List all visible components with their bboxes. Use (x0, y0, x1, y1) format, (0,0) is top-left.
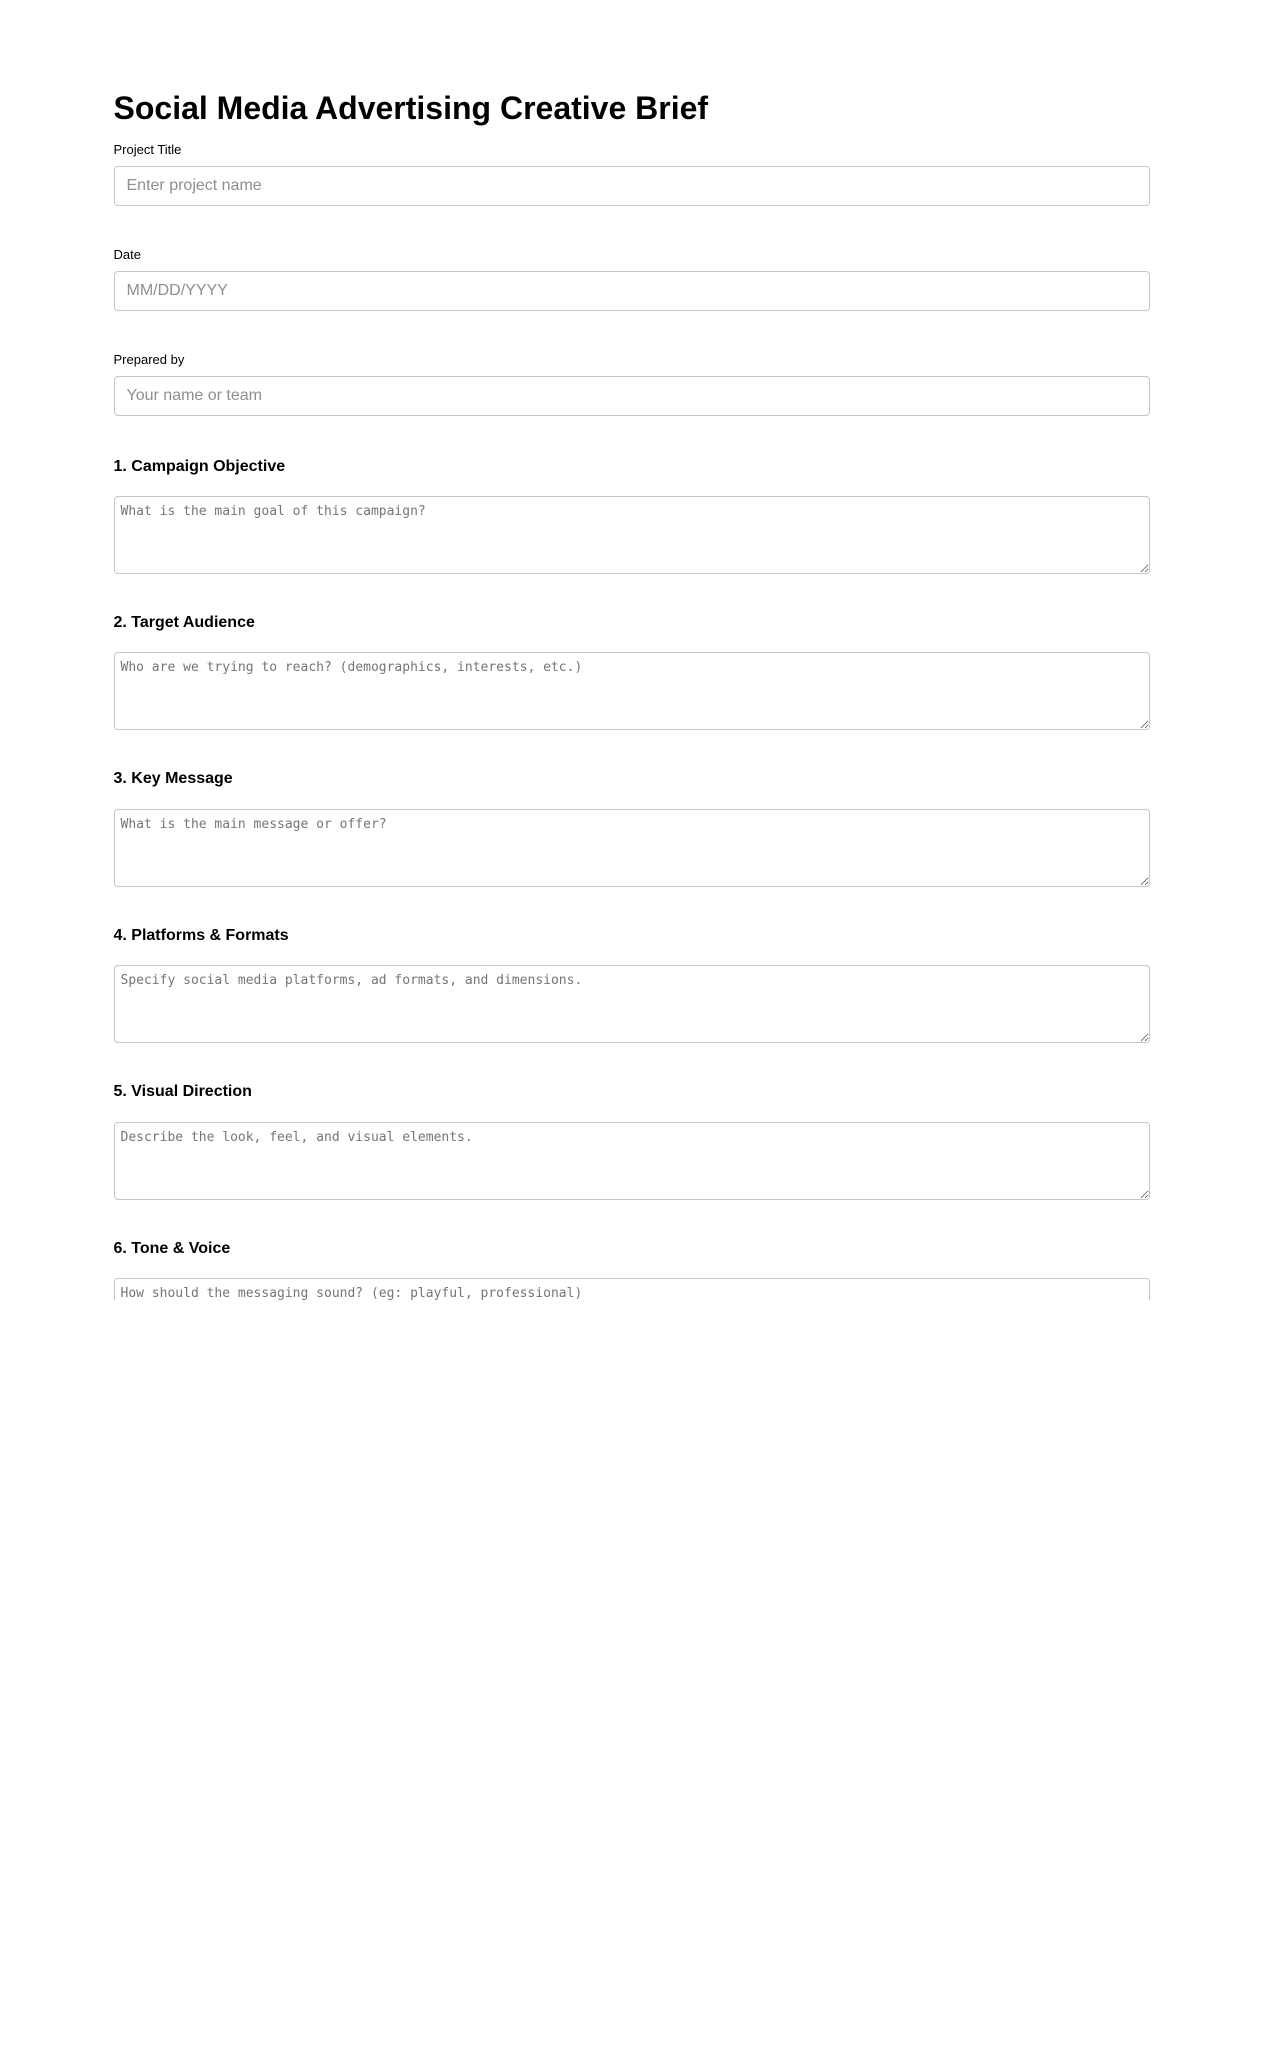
section-key-message (114, 770, 1150, 886)
field-prepared-by (114, 353, 1150, 416)
field-date (114, 248, 1150, 311)
section-visual-direction (114, 1083, 1150, 1199)
project-title-label: Project Title (113, 141, 182, 157)
visual-direction-textarea[interactable] (114, 1122, 1150, 1200)
section-platforms-formats (114, 927, 1150, 1043)
campaign-objective-heading: 1. Campaign Objective (113, 457, 286, 475)
platforms-formats-heading: 4. Platforms & Formats (113, 926, 289, 944)
platforms-formats-textarea[interactable] (114, 965, 1150, 1043)
target-audience-textarea[interactable] (114, 652, 1150, 730)
project-title-input[interactable] (114, 166, 1150, 206)
section-tone-voice (114, 1240, 1150, 1300)
prepared-by-input[interactable] (114, 376, 1150, 416)
visual-direction-heading: 5. Visual Direction (113, 1083, 252, 1101)
campaign-objective-textarea[interactable] (114, 496, 1150, 574)
tone-voice-textarea[interactable] (114, 1278, 1150, 1300)
date-input[interactable] (114, 271, 1150, 311)
key-message-heading: 3. Key Message (113, 770, 233, 788)
section-target-audience (114, 614, 1150, 730)
tone-voice-heading: 6. Tone & Voice (113, 1239, 231, 1257)
page-title: Social Media Advertising Creative Brief (113, 90, 709, 126)
key-message-textarea[interactable] (114, 809, 1150, 887)
date-label: Date (113, 246, 141, 262)
prepared-by-label: Prepared by (113, 351, 185, 367)
target-audience-heading: 2. Target Audience (113, 614, 255, 631)
field-project-title (114, 143, 1150, 206)
section-campaign-objective (114, 458, 1150, 574)
creative-brief-form (114, 0, 1150, 1300)
